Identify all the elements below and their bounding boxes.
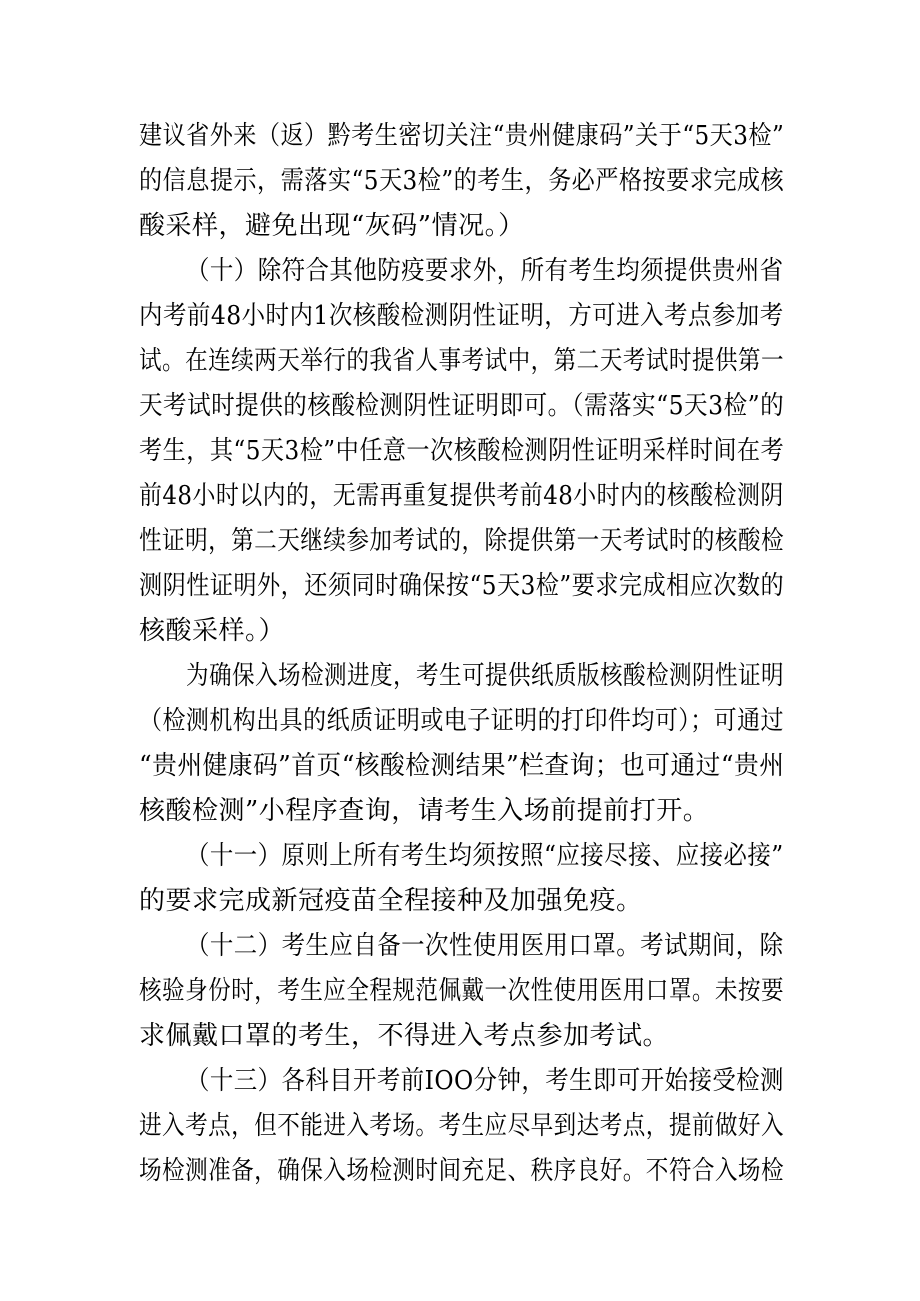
text-line: 求佩戴口罩的考生，不得进入考点参加考试。 (139, 1021, 670, 1051)
text-line: 测阴性证明外，还须同时确保按“5天3检”要求完成相应次数的 (139, 571, 785, 601)
text-line: 建议省外来（返）黔考生密切关注“贵州健康码”关于“5天3检” (139, 121, 785, 151)
text-line: 的信息提示，需落实“5天3检”的考生，务必严格按要求完成核 (139, 166, 785, 196)
text-line: 核酸检测”小程序查询，请考生入场前提前打开。 (139, 796, 710, 826)
text-line: （十）除符合其他防疫要求外，所有考生均须提供贵州省 (186, 256, 784, 286)
text-line: （十三）各科目开考前IOO分钟，考生即可开始接受检测 (186, 1066, 784, 1096)
text-line: 内考前48小时内1次核酸检测阴性证明，方可进入考点参加考 (139, 301, 784, 331)
text-line: （十二）考生应自备一次性使用医用口罩。考试期间，除 (186, 931, 784, 961)
text-line: （检测机构出具的纸质证明或电子证明的打印件均可）；可通过 (139, 706, 785, 736)
text-line: 考生，其“5天3检”中任意一次核酸检测阴性证明采样时间在考 (139, 436, 785, 466)
text-line: 的要求完成新冠疫苗全程接种及加强免疫。 (139, 886, 643, 916)
text-line: 试。在连续两天举行的我省人事考试中，第二天考试时提供第一 (139, 346, 785, 376)
text-line: 核验身份时，考生应全程规范佩戴一次性使用医用口罩。未按要 (139, 976, 785, 1006)
text-line: 前48小时以内的，无需再重复提供考前48小时内的核酸检测阴 (139, 481, 784, 511)
text-line: 为确保入场检测进度，考生可提供纸质版核酸检测阴性证明 (186, 661, 785, 691)
text-line: 场检测准备，确保入场检测时间充足、秩序良好。不符合入场检 (139, 1156, 785, 1186)
text-line: 酸采样，避免出现“灰码”情况。） (139, 211, 525, 241)
text-line: （十一）原则上所有考生均须按照“应接尽接、应接必接” (186, 841, 784, 871)
text-line: “贵州健康码”首页“核酸检测结果”栏查询；也可通过“贵州 (139, 751, 785, 781)
text-line: 进入考点，但不能进入考场。考生应尽早到达考点，提前做好入 (139, 1111, 785, 1141)
text-line: 性证明，第二天继续参加考试的，除提供第一天考试时的核酸检 (139, 526, 785, 556)
text-line: 天考试时提供的核酸检测阴性证明即可。（需落实“5天3检”的 (139, 391, 785, 421)
text-line: 核酸采样。） (139, 616, 286, 646)
